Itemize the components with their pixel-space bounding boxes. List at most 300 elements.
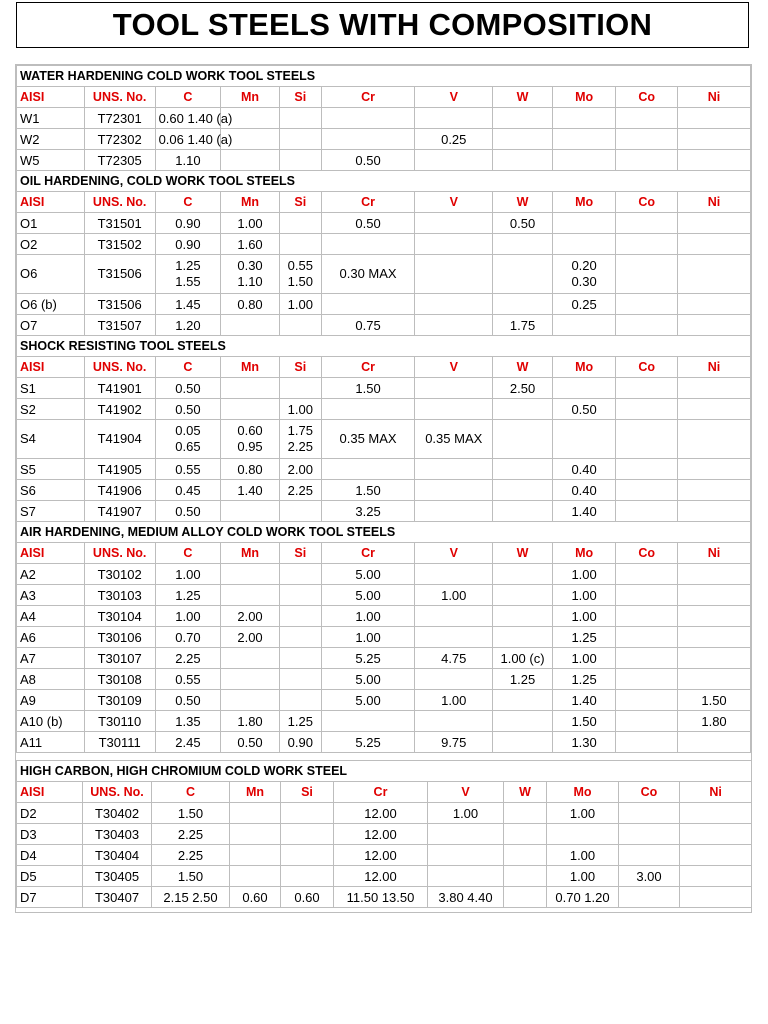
cell-w: 1.00 (c): [493, 648, 553, 669]
cell-co: [616, 315, 678, 336]
cell-cr: 0.50: [321, 213, 414, 234]
cell-w: [493, 606, 553, 627]
cell-ni: 1.80: [678, 711, 751, 732]
cell-v: 3.80 4.40: [428, 887, 504, 908]
cell-mn: [230, 824, 281, 845]
column-header-cr: Cr: [321, 87, 414, 108]
cell-c: 0.90: [155, 213, 221, 234]
column-header-row: [17, 87, 751, 108]
column-header-v: V: [415, 543, 493, 564]
cell-si: [279, 669, 321, 690]
cell-si: 1.25: [279, 711, 321, 732]
cell-co: [616, 213, 678, 234]
cell-w: [493, 129, 553, 150]
column-header-row: [17, 357, 751, 378]
cell-co: [616, 564, 678, 585]
cell-aisi: A8: [17, 669, 85, 690]
cell-w: [504, 866, 547, 887]
cell-co: [616, 711, 678, 732]
cell-aisi: S7: [17, 501, 85, 522]
column-header-w: W: [493, 192, 553, 213]
cell-uns-no: T31507: [84, 315, 155, 336]
cell-si: 0.60: [281, 887, 334, 908]
column-header-co: Co: [616, 87, 678, 108]
cell-ni: [678, 129, 751, 150]
cell-mo: 0.25: [552, 294, 616, 315]
cell-mo: 1.25: [552, 627, 616, 648]
cell-mo: [552, 234, 616, 255]
cell-cr: 3.25: [321, 501, 414, 522]
cell-v: [415, 480, 493, 501]
cell-v: 1.00: [428, 803, 504, 824]
cell-uns-no: T72301: [84, 108, 155, 129]
cell-co: [616, 399, 678, 420]
table-row: [17, 213, 751, 234]
section-title-row: [17, 761, 752, 782]
cell-uns-no: T41906: [84, 480, 155, 501]
cell-ni: [678, 150, 751, 171]
cell-uns-no: T30405: [83, 866, 152, 887]
cell-mo: 1.50: [552, 711, 616, 732]
cell-c: 1.35: [155, 711, 221, 732]
cell-uns-no: T31506: [84, 294, 155, 315]
table-row: [17, 824, 752, 845]
table-row: [17, 378, 751, 399]
cell-ni: [678, 255, 751, 294]
cell-v: 1.00: [415, 585, 493, 606]
column-header-aisi: AISI: [17, 357, 85, 378]
cell-aisi: S4: [17, 420, 85, 459]
cell-mo: [547, 824, 619, 845]
cell-si: [279, 234, 321, 255]
column-header-aisi: AISI: [17, 543, 85, 564]
cell-mn: [221, 585, 280, 606]
column-header-co: Co: [619, 782, 680, 803]
column-header-si: Si: [281, 782, 334, 803]
cell-aisi: A2: [17, 564, 85, 585]
cell-w: [493, 711, 553, 732]
table-row: [17, 887, 752, 908]
cell-aisi: A6: [17, 627, 85, 648]
cell-cr: 1.00: [321, 606, 414, 627]
cell-si: [279, 690, 321, 711]
cell-ni: [678, 108, 751, 129]
cell-co: [619, 845, 680, 866]
cell-aisi: O6: [17, 255, 85, 294]
cell-aisi: S1: [17, 378, 85, 399]
cell-uns-no: T30103: [84, 585, 155, 606]
cell-ni: [678, 585, 751, 606]
table-row: [17, 129, 751, 150]
column-header-uns-no: UNS. No.: [84, 192, 155, 213]
table-row: [17, 234, 751, 255]
table-row: [17, 606, 751, 627]
cell-w: [493, 690, 553, 711]
cell-aisi: A4: [17, 606, 85, 627]
column-header-c: C: [155, 357, 221, 378]
section-title-row: [17, 336, 751, 357]
cell-aisi: A3: [17, 585, 85, 606]
table-row: [17, 315, 751, 336]
cell-c: 1.00: [155, 606, 221, 627]
cell-v: [415, 294, 493, 315]
column-header-ni: Ni: [678, 543, 751, 564]
cell-mo: [552, 213, 616, 234]
column-header-co: Co: [616, 357, 678, 378]
cell-v: [415, 255, 493, 294]
cell-ni: [678, 606, 751, 627]
column-header-mn: Mn: [221, 192, 280, 213]
cell-c: 1.00: [155, 564, 221, 585]
cell-mo: 1.00: [552, 606, 616, 627]
cell-si: [279, 501, 321, 522]
column-header-uns-no: UNS. No.: [84, 87, 155, 108]
cell-w: [504, 824, 547, 845]
column-header-uns-no: UNS. No.: [83, 782, 152, 803]
cell-si: [279, 129, 321, 150]
cell-ni: [678, 234, 751, 255]
cell-cr: 12.00: [334, 845, 428, 866]
cell-mn: 0.50: [221, 732, 280, 753]
cell-uns-no: T30102: [84, 564, 155, 585]
column-header-mo: Mo: [552, 357, 616, 378]
cell-co: [616, 108, 678, 129]
cell-v: [415, 564, 493, 585]
cell-mn: [230, 803, 281, 824]
column-header-c: C: [152, 782, 230, 803]
cell-v: [415, 234, 493, 255]
table-row: [17, 150, 751, 171]
cell-v: [415, 213, 493, 234]
column-header-ni: Ni: [680, 782, 752, 803]
cell-mo: 0.20 0.30: [552, 255, 616, 294]
cell-mn: 0.60: [230, 887, 281, 908]
cell-v: [415, 711, 493, 732]
cell-w: [493, 294, 553, 315]
cell-ni: [678, 480, 751, 501]
table-row: [17, 585, 751, 606]
cell-aisi: O7: [17, 315, 85, 336]
cell-w: [493, 480, 553, 501]
cell-co: [616, 294, 678, 315]
cell-v: 0.25: [415, 129, 493, 150]
cell-uns-no: T30104: [84, 606, 155, 627]
cell-uns-no: T31501: [84, 213, 155, 234]
cell-mo: 0.40: [552, 459, 616, 480]
cell-mn: [221, 669, 280, 690]
column-header-w: W: [493, 543, 553, 564]
column-header-c: C: [155, 543, 221, 564]
cell-si: [279, 150, 321, 171]
cell-si: [279, 315, 321, 336]
cell-uns-no: T31502: [84, 234, 155, 255]
cell-v: [415, 399, 493, 420]
cell-cr: 12.00: [334, 866, 428, 887]
cell-mo: 1.40: [552, 690, 616, 711]
cell-w: [493, 255, 553, 294]
section-title-row: [17, 522, 751, 543]
cell-co: [616, 648, 678, 669]
cell-ni: [678, 501, 751, 522]
cell-ni: [678, 459, 751, 480]
cell-w: [493, 234, 553, 255]
cell-co: [616, 150, 678, 171]
cell-si: [279, 564, 321, 585]
cell-cr: 0.50: [321, 150, 414, 171]
cell-w: 1.75: [493, 315, 553, 336]
column-header-aisi: AISI: [17, 192, 85, 213]
cell-cr: 5.25: [321, 648, 414, 669]
table-row: [17, 399, 751, 420]
cell-c: 2.15 2.50: [152, 887, 230, 908]
cell-mn: [230, 866, 281, 887]
column-header-si: Si: [279, 87, 321, 108]
table-row: [17, 108, 751, 129]
cell-cr: [321, 108, 414, 129]
column-header-mn: Mn: [221, 357, 280, 378]
cell-v: [415, 501, 493, 522]
cell-ni: [678, 648, 751, 669]
cell-mn: [221, 150, 280, 171]
cell-co: [616, 669, 678, 690]
cell-mn: 2.00: [221, 606, 280, 627]
cell-si: [281, 866, 334, 887]
column-header-co: Co: [616, 192, 678, 213]
cell-c: 2.45: [155, 732, 221, 753]
column-header-row: [17, 543, 751, 564]
cell-co: [619, 887, 680, 908]
cell-si: [281, 803, 334, 824]
cell-v: [415, 315, 493, 336]
cell-uns-no: T41904: [84, 420, 155, 459]
cell-aisi: S2: [17, 399, 85, 420]
cell-co: [616, 627, 678, 648]
cell-aisi: A7: [17, 648, 85, 669]
table-row: [17, 564, 751, 585]
cell-si: 2.00: [279, 459, 321, 480]
cell-co: [616, 255, 678, 294]
table-row: [17, 648, 751, 669]
column-header-c: C: [155, 87, 221, 108]
table-row: [17, 459, 751, 480]
cell-cr: [321, 234, 414, 255]
composition-table-main: [16, 65, 751, 753]
title-box: [16, 2, 749, 48]
cell-mo: 1.40: [552, 501, 616, 522]
table-row: [17, 255, 751, 294]
cell-mo: 0.70 1.20: [547, 887, 619, 908]
cell-uns-no: T41905: [84, 459, 155, 480]
cell-cr: 1.50: [321, 480, 414, 501]
cell-c: 1.45: [155, 294, 221, 315]
cell-cr: 5.25: [321, 732, 414, 753]
cell-c: 0.60 1.40 (a): [155, 108, 221, 129]
cell-mn: [230, 845, 281, 866]
cell-si: [279, 606, 321, 627]
cell-aisi: D5: [17, 866, 83, 887]
column-header-si: Si: [279, 543, 321, 564]
cell-mo: 1.00: [547, 845, 619, 866]
cell-c: 0.50: [155, 378, 221, 399]
cell-uns-no: T72302: [84, 129, 155, 150]
column-header-w: W: [493, 87, 553, 108]
column-header-ni: Ni: [678, 357, 751, 378]
column-header-aisi: AISI: [17, 782, 83, 803]
cell-c: 1.25: [155, 585, 221, 606]
cell-mn: [221, 690, 280, 711]
section-title: HIGH CARBON, HIGH CHROMIUM COLD WORK STEEL: [17, 761, 752, 782]
cell-aisi: D2: [17, 803, 83, 824]
cell-aisi: S6: [17, 480, 85, 501]
cell-si: [279, 627, 321, 648]
column-header-uns-no: UNS. No.: [84, 357, 155, 378]
column-header-mn: Mn: [221, 87, 280, 108]
cell-mn: 1.80: [221, 711, 280, 732]
cell-aisi: A10 (b): [17, 711, 85, 732]
cell-w: [504, 845, 547, 866]
cell-uns-no: T30407: [83, 887, 152, 908]
cell-mo: [552, 420, 616, 459]
cell-cr: 5.00: [321, 690, 414, 711]
cell-mn: 0.80: [221, 459, 280, 480]
cell-ni: [680, 803, 752, 824]
table-row: [17, 845, 752, 866]
cell-mn: [221, 399, 280, 420]
cell-cr: 0.30 MAX: [321, 255, 414, 294]
cell-mn: 0.80: [221, 294, 280, 315]
cell-mo: 1.00: [552, 564, 616, 585]
cell-aisi: A9: [17, 690, 85, 711]
column-header-uns-no: UNS. No.: [84, 543, 155, 564]
column-header-si: Si: [279, 192, 321, 213]
cell-uns-no: T30107: [84, 648, 155, 669]
cell-co: [616, 690, 678, 711]
cell-si: [281, 845, 334, 866]
cell-ni: [680, 887, 752, 908]
column-header-mn: Mn: [230, 782, 281, 803]
column-header-mn: Mn: [221, 543, 280, 564]
cell-ni: [678, 378, 751, 399]
column-header-si: Si: [279, 357, 321, 378]
cell-mo: [552, 378, 616, 399]
cell-cr: 12.00: [334, 803, 428, 824]
cell-co: [619, 824, 680, 845]
cell-uns-no: T30403: [83, 824, 152, 845]
section-title: OIL HARDENING, COLD WORK TOOL STEELS: [17, 171, 751, 192]
cell-ni: [680, 866, 752, 887]
table-row: [17, 627, 751, 648]
cell-uns-no: T41902: [84, 399, 155, 420]
cell-co: [616, 459, 678, 480]
cell-mn: [221, 564, 280, 585]
cell-co: 3.00: [619, 866, 680, 887]
cell-c: 0.90: [155, 234, 221, 255]
cell-w: 0.50: [493, 213, 553, 234]
cell-c: 0.50: [155, 690, 221, 711]
cell-aisi: S5: [17, 459, 85, 480]
column-header-v: V: [415, 87, 493, 108]
column-header-aisi: AISI: [17, 87, 85, 108]
cell-uns-no: T30402: [83, 803, 152, 824]
cell-cr: 1.50: [321, 378, 414, 399]
cell-aisi: O6 (b): [17, 294, 85, 315]
cell-si: [281, 824, 334, 845]
cell-ni: [678, 669, 751, 690]
cell-c: 0.06 1.40 (a): [155, 129, 221, 150]
cell-uns-no: T30106: [84, 627, 155, 648]
page-title: TOOL STEELS WITH COMPOSITION: [112, 7, 653, 42]
cell-aisi: W5: [17, 150, 85, 171]
cell-mn: [221, 501, 280, 522]
cell-ni: [680, 845, 752, 866]
cell-c: 1.50: [152, 866, 230, 887]
cell-ni: [678, 294, 751, 315]
cell-c: 2.25: [155, 648, 221, 669]
column-header-ni: Ni: [678, 192, 751, 213]
cell-co: [616, 420, 678, 459]
cell-mn: [221, 648, 280, 669]
cell-c: 0.05 0.65: [155, 420, 221, 459]
table-row: [17, 803, 752, 824]
cell-c: 1.10: [155, 150, 221, 171]
cell-aisi: W2: [17, 129, 85, 150]
cell-mn: 2.00: [221, 627, 280, 648]
cell-ni: [680, 824, 752, 845]
cell-cr: [321, 294, 414, 315]
cell-si: 1.00: [279, 399, 321, 420]
column-header-row: [17, 192, 751, 213]
section-title-row: [17, 66, 751, 87]
cell-co: [616, 606, 678, 627]
cell-aisi: D3: [17, 824, 83, 845]
cell-uns-no: T30109: [84, 690, 155, 711]
cell-uns-no: T41907: [84, 501, 155, 522]
cell-cr: 0.75: [321, 315, 414, 336]
column-header-c: C: [155, 192, 221, 213]
cell-cr: [321, 399, 414, 420]
cell-v: 1.00: [415, 690, 493, 711]
column-header-co: Co: [616, 543, 678, 564]
cell-mo: [552, 315, 616, 336]
cell-cr: [321, 711, 414, 732]
cell-uns-no: T72305: [84, 150, 155, 171]
cell-mo: 1.00: [547, 803, 619, 824]
cell-si: [279, 648, 321, 669]
cell-co: [616, 501, 678, 522]
section-title: SHOCK RESISTING TOOL STEELS: [17, 336, 751, 357]
cell-uns-no: T30108: [84, 669, 155, 690]
cell-mn: 0.30 1.10: [221, 255, 280, 294]
cell-c: 1.25 1.55: [155, 255, 221, 294]
column-header-mo: Mo: [552, 87, 616, 108]
cell-mo: 1.00: [552, 585, 616, 606]
cell-ni: [678, 420, 751, 459]
table-row: [17, 669, 751, 690]
column-header-cr: Cr: [321, 543, 414, 564]
table-row: [17, 690, 751, 711]
cell-v: [428, 866, 504, 887]
cell-aisi: O1: [17, 213, 85, 234]
cell-mn: 1.00: [221, 213, 280, 234]
cell-uns-no: T30111: [84, 732, 155, 753]
cell-cr: [321, 129, 414, 150]
cell-si: [279, 108, 321, 129]
cell-mn: 1.60: [221, 234, 280, 255]
cell-c: 0.45: [155, 480, 221, 501]
cell-uns-no: T30404: [83, 845, 152, 866]
cell-w: [493, 108, 553, 129]
cell-v: [415, 150, 493, 171]
